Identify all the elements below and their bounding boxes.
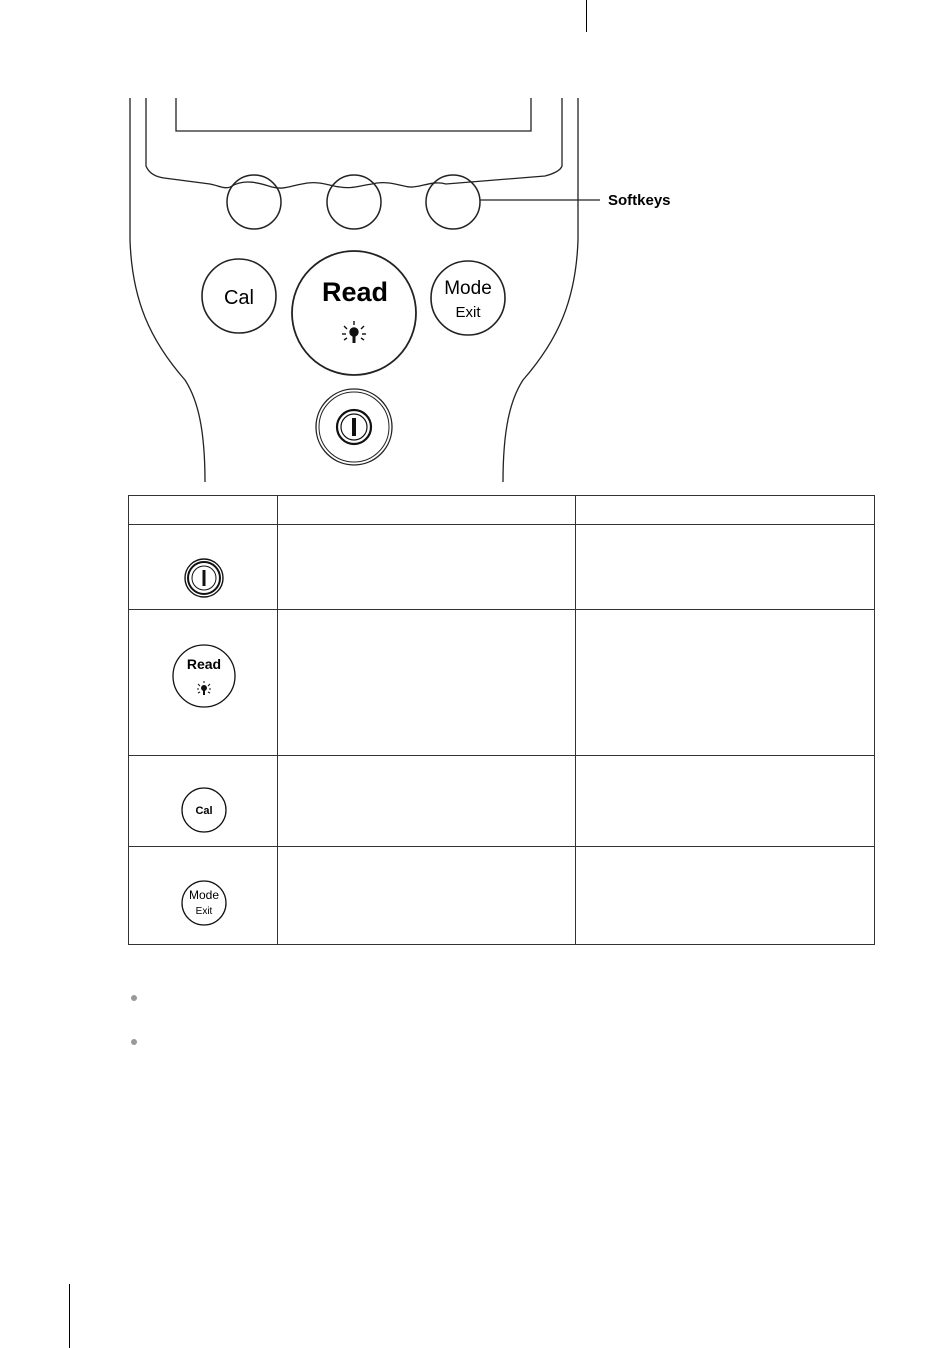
key-icon-cell: [129, 847, 278, 945]
light-bulb-icon: [197, 681, 211, 695]
exit-key-icon-label: Exit: [195, 906, 213, 917]
power-key: [316, 389, 392, 465]
note-text: [148, 988, 868, 1008]
table-cell: [278, 756, 576, 847]
mode-exit-key-icon: [129, 847, 278, 939]
key-icon-cell: [129, 525, 278, 610]
table-header-cell: [278, 496, 576, 525]
bullet-point: [131, 995, 137, 1001]
table-cell: [576, 756, 875, 847]
table-header-row: [129, 496, 875, 525]
table-header-cell: [129, 496, 278, 525]
bullet-point: [131, 1039, 137, 1045]
table-row: [129, 756, 875, 847]
meter-keypad-illustration: [0, 0, 950, 490]
key-icon-cell: [129, 610, 278, 756]
table-cell: [278, 525, 576, 610]
page-margin-rule: [69, 1284, 70, 1348]
read-key: [292, 251, 416, 375]
exit-key-label: Exit: [455, 304, 481, 321]
power-icon: [129, 525, 278, 604]
table-cell: [576, 610, 875, 756]
light-bulb-icon: [342, 321, 366, 343]
read-key-icon: [129, 610, 278, 750]
table-row: [129, 847, 875, 945]
key-function-table: [128, 495, 875, 945]
read-key-icon-label: Read: [186, 656, 222, 672]
mode-key-label: Mode: [444, 278, 492, 299]
table-cell: [576, 847, 875, 945]
table-row: [129, 610, 875, 756]
softkeys-label: Softkeys: [608, 192, 671, 209]
table-row: [129, 525, 875, 610]
cal-key-icon-label: Cal: [195, 805, 213, 817]
table-cell: [278, 610, 576, 756]
table-cell: [278, 847, 576, 945]
note-text: [148, 1032, 868, 1052]
cal-key-icon: [129, 756, 278, 841]
read-key-label: Read: [321, 277, 389, 307]
table-cell: [576, 525, 875, 610]
key-icon-cell: [129, 756, 278, 847]
mode-key-icon-label: Mode: [188, 888, 220, 902]
softkey-2: [327, 175, 381, 229]
table-header-cell: [576, 496, 875, 525]
cal-key-label: Cal: [223, 287, 255, 309]
